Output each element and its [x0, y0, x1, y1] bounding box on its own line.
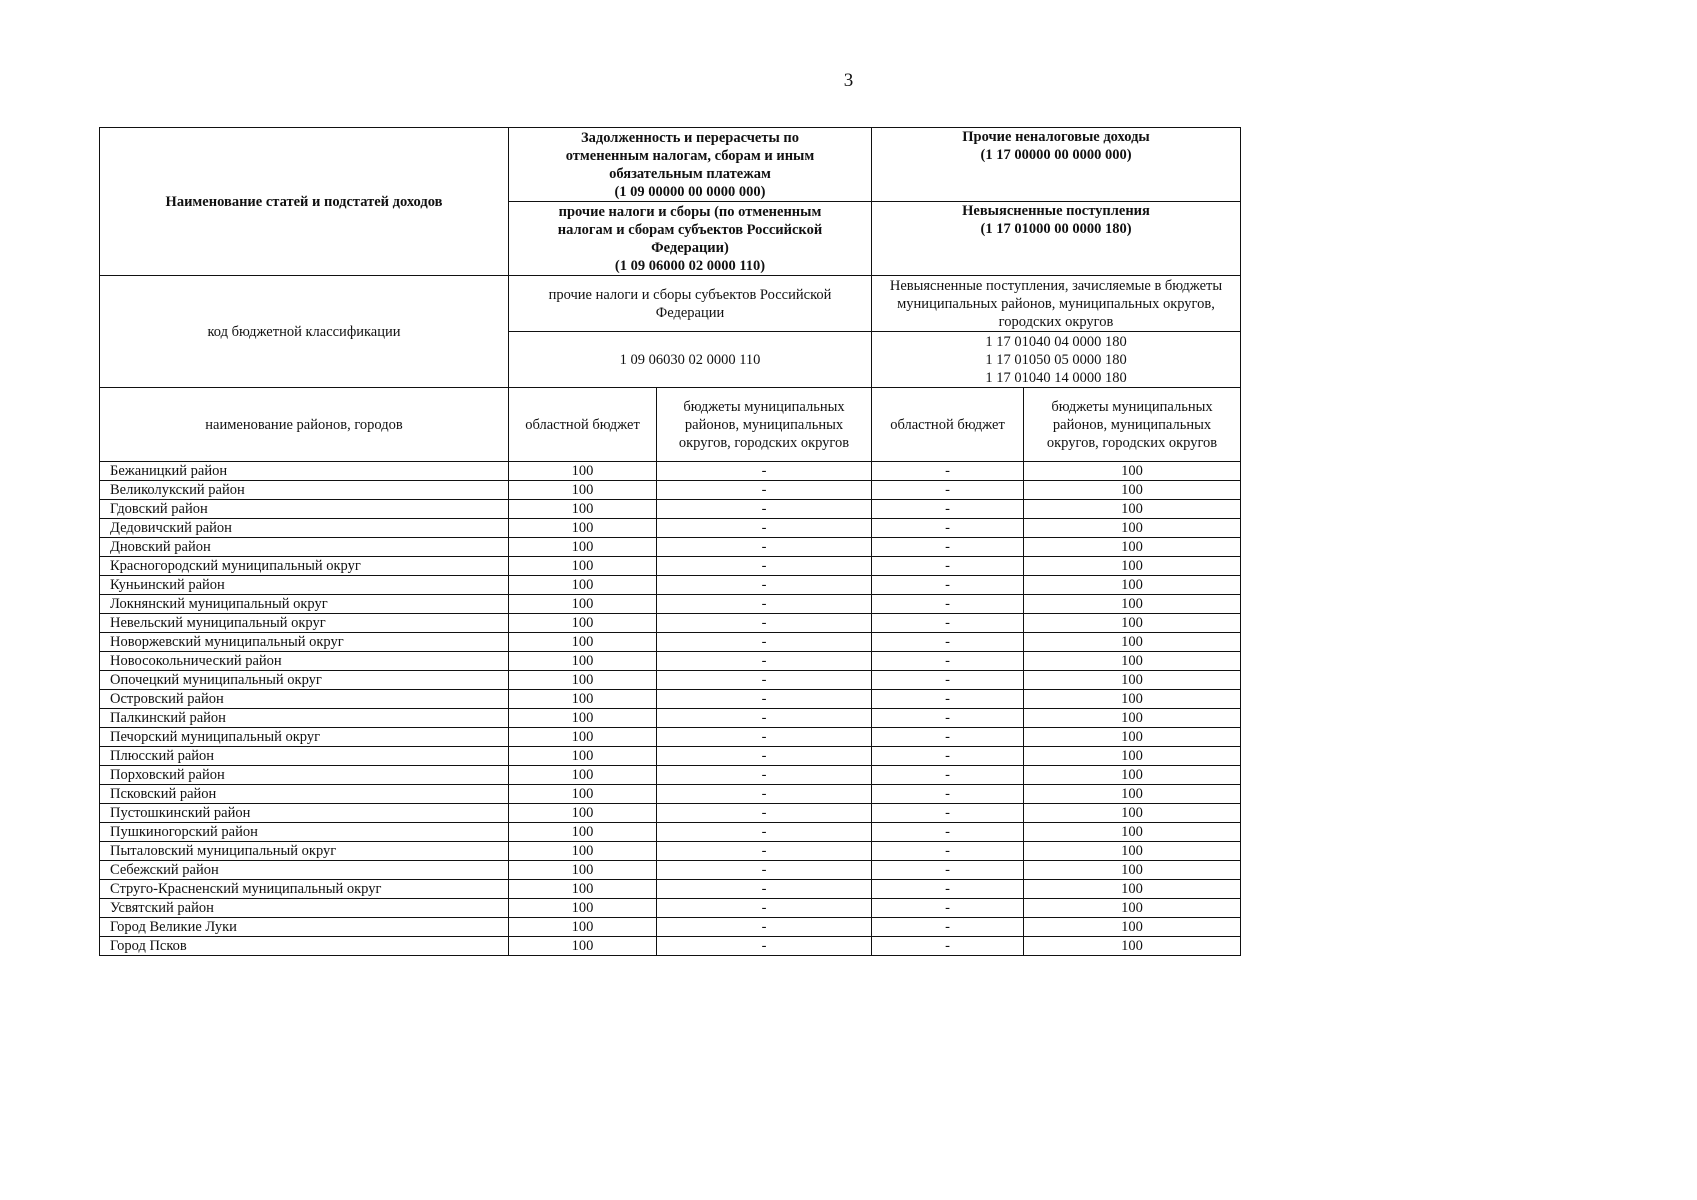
group2-col-regional: областной бюджет — [872, 388, 1024, 462]
group2-regional-value: - — [872, 690, 1024, 709]
group2-regional-value: - — [872, 709, 1024, 728]
group2-subtitle — [872, 202, 1241, 276]
group1-classification-desc: прочие налоги и сборы субъектов Российской Федерации — [509, 276, 872, 332]
group1-municipal-value: - — [657, 861, 872, 880]
district-name: Плюсский район — [100, 747, 509, 766]
group1-municipal-value: - — [657, 918, 872, 937]
group2-regional-value: - — [872, 785, 1024, 804]
group1-regional-value: 100 — [509, 690, 657, 709]
group2-municipal-value: 100 — [1024, 557, 1241, 576]
group1-municipal-value: - — [657, 709, 872, 728]
group2-municipal-value: 100 — [1024, 652, 1241, 671]
district-name: Город Псков — [100, 937, 509, 956]
group2-municipal-value: 100 — [1024, 538, 1241, 557]
group2-municipal-value: 100 — [1024, 614, 1241, 633]
group1-regional-value: 100 — [509, 557, 657, 576]
group1-regional-value: 100 — [509, 823, 657, 842]
districts-label: наименование районов, городов — [100, 388, 509, 462]
group2-title — [872, 128, 1241, 202]
group2-municipal-value: 100 — [1024, 728, 1241, 747]
group1-municipal-value: - — [657, 747, 872, 766]
table-row — [100, 519, 1241, 538]
group2-code: 1 17 01050 05 0000 180 — [985, 351, 1127, 368]
group1-municipal-value: - — [657, 595, 872, 614]
group1-regional-value: 100 — [509, 880, 657, 899]
group1-municipal-value: - — [657, 690, 872, 709]
group2-regional-value: - — [872, 576, 1024, 595]
group2-regional-value: - — [872, 519, 1024, 538]
district-name: Пыталовский муниципальный округ — [100, 842, 509, 861]
table-row — [100, 576, 1241, 595]
group2-regional-value: - — [872, 728, 1024, 747]
group2-municipal-value: 100 — [1024, 709, 1241, 728]
district-name: Куньинский район — [100, 576, 509, 595]
group1-regional-value: 100 — [509, 614, 657, 633]
group2-municipal-value: 100 — [1024, 462, 1241, 481]
group1-subtitle-line: налогам и сборам субъектов Российской — [557, 221, 823, 238]
group1-municipal-value: - — [657, 614, 872, 633]
table-row — [100, 937, 1241, 956]
group1-regional-value: 100 — [509, 899, 657, 918]
group1-municipal-value: - — [657, 671, 872, 690]
header-row-group-titles — [100, 128, 1241, 202]
district-name: Печорский муниципальный округ — [100, 728, 509, 747]
group2-municipal-value: 100 — [1024, 785, 1241, 804]
group1-title — [509, 128, 872, 202]
table-row — [100, 671, 1241, 690]
group2-regional-value: - — [872, 766, 1024, 785]
group1-municipal-value: - — [657, 462, 872, 481]
group2-municipal-value: 100 — [1024, 880, 1241, 899]
district-name: Псковский район — [100, 785, 509, 804]
group2-municipal-value: 100 — [1024, 500, 1241, 519]
district-name: Опочецкий муниципальный округ — [100, 671, 509, 690]
district-name: Дедовичский район — [100, 519, 509, 538]
group1-subtitle-line: (1 09 06000 02 0000 110) — [614, 257, 766, 274]
district-name: Пушкиногорский район — [100, 823, 509, 842]
group1-regional-value: 100 — [509, 804, 657, 823]
district-name: Бежаницкий район — [100, 462, 509, 481]
table-row — [100, 861, 1241, 880]
table-row — [100, 709, 1241, 728]
budget-code-label: код бюджетной классификации — [100, 276, 509, 388]
group1-municipal-value: - — [657, 652, 872, 671]
table-body — [100, 462, 1241, 956]
group2-regional-value: - — [872, 804, 1024, 823]
group2-regional-value: - — [872, 937, 1024, 956]
group2-regional-value: - — [872, 614, 1024, 633]
table-row — [100, 918, 1241, 937]
table-row — [100, 614, 1241, 633]
district-name: Порховский район — [100, 766, 509, 785]
table-row — [100, 823, 1241, 842]
group1-municipal-value: - — [657, 576, 872, 595]
district-name: Себежский район — [100, 861, 509, 880]
group1-municipal-value: - — [657, 728, 872, 747]
group1-municipal-value: - — [657, 766, 872, 785]
group2-codes — [872, 332, 1241, 388]
group2-municipal-value: 100 — [1024, 747, 1241, 766]
group1-subtitle-line: прочие налоги и сборы (по отмененным — [558, 203, 822, 220]
group1-municipal-value: - — [657, 557, 872, 576]
group1-municipal-value: - — [657, 823, 872, 842]
table-row — [100, 899, 1241, 918]
revenue-distribution-table — [99, 127, 1241, 956]
group2-regional-value: - — [872, 842, 1024, 861]
group1-municipal-value: - — [657, 899, 872, 918]
group1-regional-value: 100 — [509, 709, 657, 728]
group2-regional-value: - — [872, 880, 1024, 899]
group1-municipal-value: - — [657, 538, 872, 557]
group2-code: 1 17 01040 14 0000 180 — [985, 369, 1127, 386]
district-name: Город Великие Луки — [100, 918, 509, 937]
group1-codes — [509, 332, 872, 388]
group1-regional-value: 100 — [509, 766, 657, 785]
group1-municipal-value: - — [657, 633, 872, 652]
district-name: Дновский район — [100, 538, 509, 557]
group2-subtitle-line: (1 17 01000 00 0000 180) — [980, 221, 1132, 237]
district-name: Палкинский район — [100, 709, 509, 728]
group1-col-municipal: бюджеты муниципальных районов, муниципальных округов, городских округов — [657, 388, 872, 462]
table-row — [100, 747, 1241, 766]
group1-regional-value: 100 — [509, 481, 657, 500]
group1-regional-value: 100 — [509, 633, 657, 652]
table-row — [100, 557, 1241, 576]
item-name-header: Наименование статей и подстатей доходов — [100, 128, 509, 276]
district-name: Великолукский район — [100, 481, 509, 500]
group2-classification-desc: Невыясненные поступления, зачисляемые в бюджеты муниципальных районов, муниципальных округов, городских округов — [872, 276, 1241, 332]
header-row-columns — [100, 388, 1241, 462]
group1-regional-value: 100 — [509, 671, 657, 690]
group2-regional-value: - — [872, 462, 1024, 481]
group2-regional-value: - — [872, 595, 1024, 614]
table-row — [100, 842, 1241, 861]
district-name: Красногородский муниципальный округ — [100, 557, 509, 576]
group2-municipal-value: 100 — [1024, 918, 1241, 937]
group2-municipal-value: 100 — [1024, 899, 1241, 918]
group2-municipal-value: 100 — [1024, 690, 1241, 709]
group1-regional-value: 100 — [509, 462, 657, 481]
group2-municipal-value: 100 — [1024, 633, 1241, 652]
table-row — [100, 880, 1241, 899]
group2-col-municipal: бюджеты муниципальных районов, муниципальных округов, городских округов — [1024, 388, 1241, 462]
group2-subtitle-line: Невыясненные поступления — [962, 203, 1150, 219]
group2-municipal-value: 100 — [1024, 576, 1241, 595]
group1-municipal-value: - — [657, 880, 872, 899]
group1-regional-value: 100 — [509, 918, 657, 937]
group1-municipal-value: - — [657, 937, 872, 956]
table-row — [100, 652, 1241, 671]
group1-title-line: отмененным налогам, сборам и иным — [565, 147, 815, 164]
group2-title-line: Прочие неналоговые доходы — [962, 129, 1150, 145]
group2-municipal-value: 100 — [1024, 861, 1241, 880]
group2-municipal-value: 100 — [1024, 519, 1241, 538]
group1-regional-value: 100 — [509, 937, 657, 956]
group1-municipal-value: - — [657, 804, 872, 823]
group2-municipal-value: 100 — [1024, 937, 1241, 956]
group1-title-line: обязательным платежам — [609, 165, 771, 182]
group2-regional-value: - — [872, 500, 1024, 519]
table-row — [100, 728, 1241, 747]
table-row — [100, 785, 1241, 804]
page-number: 3 — [843, 70, 854, 91]
table-row — [100, 690, 1241, 709]
group1-title-line: (1 09 00000 00 0000 000) — [614, 183, 766, 200]
group1-municipal-value: - — [657, 785, 872, 804]
group2-regional-value: - — [872, 481, 1024, 500]
group2-regional-value: - — [872, 538, 1024, 557]
group2-regional-value: - — [872, 899, 1024, 918]
district-name: Новосокольнический район — [100, 652, 509, 671]
group1-subtitle-line: Федерации) — [651, 239, 729, 256]
group1-municipal-value: - — [657, 481, 872, 500]
group1-regional-value: 100 — [509, 576, 657, 595]
group1-regional-value: 100 — [509, 595, 657, 614]
header-row-classification — [100, 276, 1241, 332]
district-name: Струго-Красненский муниципальный округ — [100, 880, 509, 899]
table-row — [100, 538, 1241, 557]
group1-regional-value: 100 — [509, 842, 657, 861]
group2-municipal-value: 100 — [1024, 842, 1241, 861]
table-row — [100, 462, 1241, 481]
group1-regional-value: 100 — [509, 861, 657, 880]
group2-municipal-value: 100 — [1024, 766, 1241, 785]
table-row — [100, 804, 1241, 823]
group2-regional-value: - — [872, 823, 1024, 842]
group2-title-line: (1 17 00000 00 0000 000) — [980, 147, 1132, 163]
group1-regional-value: 100 — [509, 538, 657, 557]
group2-municipal-value: 100 — [1024, 671, 1241, 690]
district-name: Гдовский район — [100, 500, 509, 519]
group1-regional-value: 100 — [509, 747, 657, 766]
group2-regional-value: - — [872, 918, 1024, 937]
group1-municipal-value: - — [657, 842, 872, 861]
district-name: Новоржевский муниципальный округ — [100, 633, 509, 652]
table-row — [100, 481, 1241, 500]
district-name: Невельский муниципальный округ — [100, 614, 509, 633]
group1-code: 1 09 06030 02 0000 110 — [619, 351, 761, 368]
group2-regional-value: - — [872, 671, 1024, 690]
table-row — [100, 766, 1241, 785]
group2-code: 1 17 01040 04 0000 180 — [985, 333, 1127, 350]
group1-title-line: Задолженность и перерасчеты по — [580, 129, 800, 146]
group1-col-regional: областной бюджет — [509, 388, 657, 462]
group2-municipal-value: 100 — [1024, 481, 1241, 500]
group2-municipal-value: 100 — [1024, 595, 1241, 614]
group1-regional-value: 100 — [509, 728, 657, 747]
group2-municipal-value: 100 — [1024, 804, 1241, 823]
group2-municipal-value: 100 — [1024, 823, 1241, 842]
table-row — [100, 595, 1241, 614]
group1-regional-value: 100 — [509, 500, 657, 519]
group2-regional-value: - — [872, 861, 1024, 880]
group2-regional-value: - — [872, 652, 1024, 671]
district-name: Локнянский муниципальный округ — [100, 595, 509, 614]
group1-regional-value: 100 — [509, 519, 657, 538]
group2-regional-value: - — [872, 557, 1024, 576]
district-name: Островский район — [100, 690, 509, 709]
group1-municipal-value: - — [657, 500, 872, 519]
group2-regional-value: - — [872, 633, 1024, 652]
table-row — [100, 633, 1241, 652]
district-name: Усвятский район — [100, 899, 509, 918]
group1-regional-value: 100 — [509, 785, 657, 804]
table-row — [100, 500, 1241, 519]
group1-subtitle — [509, 202, 872, 276]
district-name: Пустошкинский район — [100, 804, 509, 823]
group1-regional-value: 100 — [509, 652, 657, 671]
group1-municipal-value: - — [657, 519, 872, 538]
group2-regional-value: - — [872, 747, 1024, 766]
